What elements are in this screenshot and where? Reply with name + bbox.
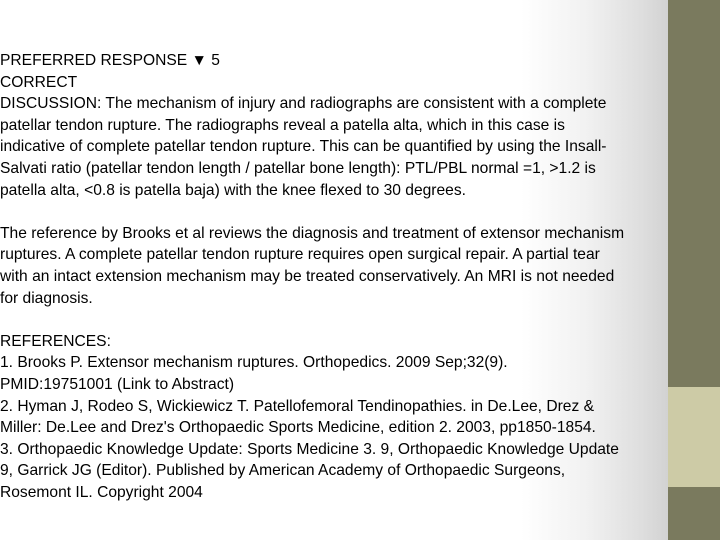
reference-line: Miller: De.Lee and Drez's Orthopaedic Sports Medicine, edition 2. 2003, pp1850-1854.: [0, 419, 596, 437]
answer-status: CORRECT: [0, 73, 78, 91]
discussion-line: The reference by Brooks et al reviews the diagnosis and treatment of extensor mechanism: [0, 224, 625, 242]
references-heading: REFERENCES:: [0, 332, 111, 350]
preferred-response: PREFERRED RESPONSE ▼ 5: [0, 52, 220, 69]
discussion-line: Salvati ratio (patellar tendon length / patellar bone length): PTL/PBL normal =1, >1.2 is: [0, 159, 596, 177]
slide-content: [0, 50, 716, 503]
discussion-line: indicative of complete patellar tendon rupture. This can be quantified by using the Insall-: [0, 138, 607, 156]
discussion-line: patellar tendon rupture. The radiographs reveal a patella alta, which in this case is: [0, 116, 565, 134]
paragraph-gap: [0, 309, 716, 331]
references-section: [0, 331, 716, 504]
reference-line: 1. Brooks P. Extensor mechanism ruptures. Orthopedics. 2009 Sep;32(9).: [0, 354, 508, 372]
discussion-paragraph-1: [0, 93, 716, 201]
discussion-paragraph-2: [0, 223, 716, 309]
reference-line: Rosemont IL. Copyright 2004: [0, 483, 203, 501]
discussion-line: with an intact extension mechanism may be treated conservatively. An MRI is not needed: [0, 267, 615, 285]
reference-line: 2. Hyman J, Rodeo S, Wickiewicz T. Patellofemoral Tendinopathies. in De.Lee, Drez &: [0, 397, 594, 415]
discussion-line: for diagnosis.: [0, 289, 93, 307]
discussion-line: patella alta, <0.8 is patella baja) with the knee flexed to 30 degrees.: [0, 181, 466, 199]
reference-line: 9, Garrick JG (Editor). Published by American Academy of Orthopaedic Surgeons,: [0, 462, 566, 480]
reference-line: 3. Orthopaedic Knowledge Update: Sports Medicine 3. 9, Orthopaedic Knowledge Update: [0, 440, 619, 458]
discussion-line: DISCUSSION: The mechanism of injury and radiographs are consistent with a complete: [0, 95, 607, 113]
reference-link-line[interactable]: PMID:19751001 (Link to Abstract): [0, 375, 235, 393]
discussion-line: ruptures. A complete patellar tendon rupture requires open surgical repair. A partial tear: [0, 246, 600, 264]
paragraph-gap: [0, 201, 716, 223]
